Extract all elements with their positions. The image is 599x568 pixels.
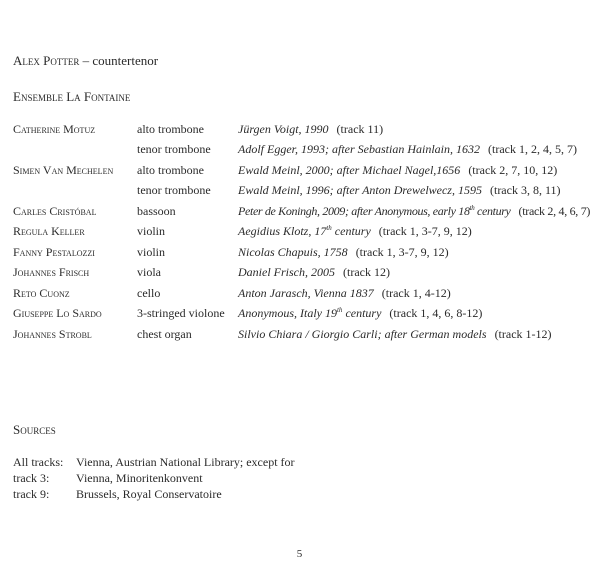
- track-list: (track 12): [343, 265, 390, 280]
- track-list: (track 1-12): [494, 326, 552, 341]
- maker-text: [238, 122, 329, 136]
- ensemble-roster: [13, 119, 590, 345]
- maker-text: [238, 142, 480, 156]
- track-list: (track 1, 2, 4, 5, 7): [488, 142, 577, 157]
- roster-row: [13, 119, 590, 140]
- track-list: (track 1, 3-7, 9, 12): [355, 244, 449, 259]
- maker-name: Daniel Frisch, 2005: [238, 265, 335, 280]
- instrument-maker: [238, 263, 590, 284]
- source-label: track 3:: [13, 470, 50, 485]
- musician-name: Catherine Motuz: [13, 121, 96, 136]
- soloist-role: countertenor: [92, 53, 159, 68]
- instrument-maker: [238, 201, 590, 222]
- musician-name: Reto Cuonz: [13, 285, 70, 300]
- ensemble-heading: Ensemble La Fontaine: [13, 89, 131, 104]
- soloist-separator: –: [82, 53, 90, 68]
- roster-row: [13, 140, 590, 161]
- maker-name: Jürgen Voigt, 1990: [238, 121, 329, 136]
- sources-heading: Sources: [13, 422, 56, 437]
- instrument-maker: [238, 324, 590, 345]
- source-row: [13, 470, 295, 486]
- roster-row: [13, 304, 590, 325]
- track-list: (track 1, 4, 6, 8-12): [389, 306, 483, 321]
- instrument-name: viola: [137, 265, 161, 280]
- musician-name: Giuseppe Lo Sardo: [13, 306, 102, 321]
- instrument-maker: [238, 140, 590, 161]
- track-list: (track 3, 8, 11): [489, 183, 561, 198]
- instrument-name: cello: [137, 285, 161, 300]
- track-list: (track 11): [336, 121, 384, 136]
- maker-text: [238, 327, 487, 341]
- musician-name: [13, 140, 137, 161]
- instrument-name: alto trombone: [137, 162, 204, 177]
- maker-text: [238, 245, 348, 259]
- musician-name: Carles Cristóbal: [13, 203, 97, 218]
- roster-row: [13, 283, 590, 304]
- musician-name: Fanny Pestalozzi: [13, 244, 95, 259]
- maker-name: Ewald Meinl, 1996; after Anton Drewelwecz, 1595: [238, 183, 482, 198]
- soloist-name: Alex Potter: [13, 53, 80, 68]
- maker-text: [238, 204, 511, 218]
- maker-text: [238, 286, 374, 300]
- maker-text: [238, 163, 460, 177]
- instrument-name: alto trombone: [137, 121, 204, 136]
- instrument-name: violin: [137, 224, 166, 239]
- roster-row: [13, 181, 590, 202]
- maker-name: Silvio Chiara / Giorgio Carli; after German models: [238, 326, 487, 341]
- musician-name: Johannes Strobl: [13, 326, 92, 341]
- maker-name: Aegidius Klotz, 17: [238, 224, 327, 239]
- musician-name: [13, 181, 137, 202]
- instrument-name: 3-stringed violone: [137, 306, 225, 321]
- source-label: All tracks:: [13, 454, 64, 469]
- instrument-maker: [238, 283, 590, 304]
- maker-ordinal-suffix: th: [326, 224, 332, 233]
- roster-row: [13, 222, 590, 243]
- sources-list: [13, 454, 295, 502]
- instrument-name: chest organ: [137, 326, 192, 341]
- instrument-maker: [238, 222, 590, 243]
- page-number: 5: [296, 548, 303, 560]
- instrument-maker: [238, 160, 590, 181]
- maker-name: Adolf Egger, 1993; after Sebastian Hainlain, 1632: [238, 142, 480, 157]
- instrument-name: bassoon: [137, 203, 176, 218]
- maker-text: [238, 306, 381, 320]
- maker-ordinal-suffix: th: [469, 203, 475, 212]
- roster-row: [13, 201, 590, 222]
- source-value: Brussels, Royal Conservatoire: [76, 486, 222, 501]
- instrument-maker: [238, 119, 590, 140]
- source-value: Vienna, Austrian National Library; except for: [76, 454, 295, 469]
- musician-name: Johannes Frisch: [13, 265, 90, 280]
- maker-text: [238, 224, 371, 238]
- roster-row: [13, 242, 590, 263]
- maker-text: [238, 183, 482, 197]
- maker-century: century: [331, 224, 371, 239]
- maker-century: century: [342, 306, 382, 321]
- maker-name: Nicolas Chapuis, 1758: [238, 244, 348, 259]
- instrument-name: violin: [137, 244, 166, 259]
- source-value: Vienna, Minoritenkonvent: [76, 470, 203, 485]
- maker-name: Ewald Meinl, 2000; after Michael Nagel,1656: [238, 162, 461, 177]
- musician-name: Regula Keller: [13, 224, 85, 239]
- maker-text: [238, 265, 335, 279]
- track-list: (track 2, 4, 6, 7): [518, 203, 591, 218]
- roster-row: [13, 324, 590, 345]
- maker-ordinal-suffix: th: [336, 306, 343, 315]
- instrument-maker: [238, 304, 590, 325]
- source-row: [13, 454, 295, 470]
- track-list: (track 1, 3-7, 9, 12): [378, 224, 472, 239]
- track-list: (track 2, 7, 10, 12): [468, 162, 558, 177]
- source-row: [13, 486, 295, 502]
- maker-century: century: [474, 203, 511, 218]
- instrument-name: tenor trombone: [137, 183, 211, 198]
- musician-name: Simen Van Mechelen: [13, 162, 114, 177]
- maker-name: Peter de Koningh, 2009; after Anonymous, early 18: [238, 203, 470, 218]
- instrument-maker: [238, 181, 590, 202]
- maker-name: Anonymous, Italy 19: [238, 306, 337, 321]
- track-list: (track 1, 4-12): [381, 285, 451, 300]
- soloist-line: [13, 53, 158, 69]
- roster-row: [13, 263, 590, 284]
- source-label: track 9:: [13, 486, 50, 501]
- instrument-maker: [238, 242, 590, 263]
- maker-name: Anton Jarasch, Vienna 1837: [238, 285, 374, 300]
- instrument-name: tenor trombone: [137, 142, 211, 157]
- roster-row: [13, 160, 590, 181]
